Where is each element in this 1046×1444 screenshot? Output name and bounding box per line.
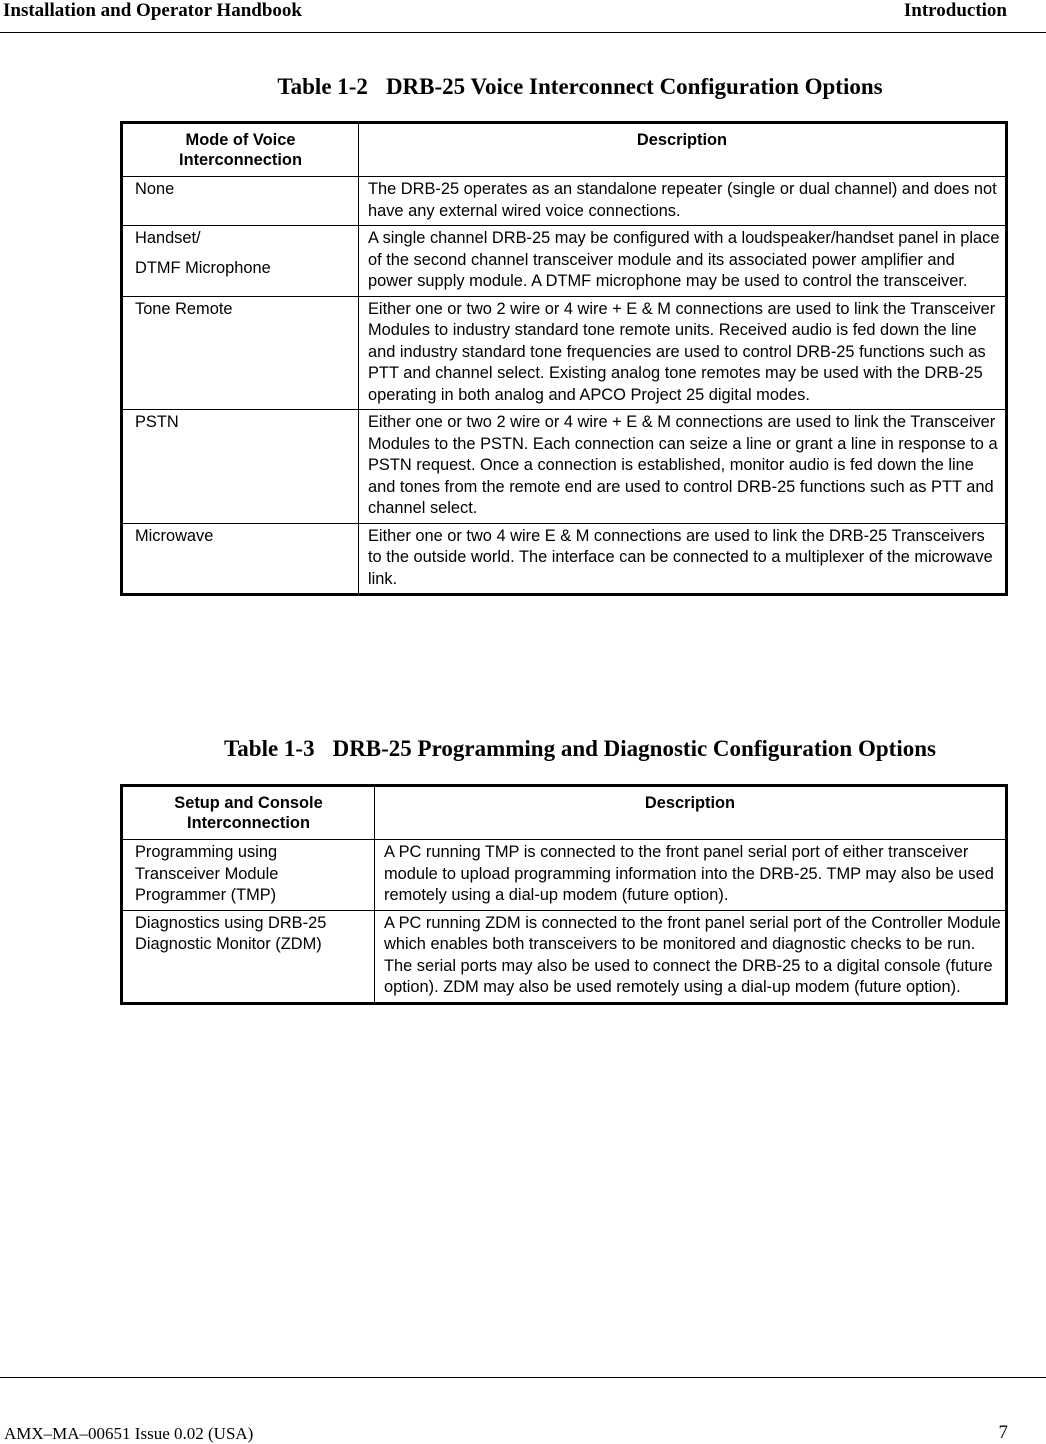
table-1-3-number: Table 1-3 — [224, 736, 315, 761]
column-header-setup: Setup and Console Interconnection — [122, 786, 375, 840]
column-header-mode: Mode of Voice Interconnection — [122, 123, 359, 177]
table-1-2-number: Table 1-2 — [277, 74, 368, 99]
mode-cell-line: Handset/ — [135, 229, 201, 247]
description-cell: Either one or two 2 wire or 4 wire + E & M connections are used to link the Transceiver Modules to the PSTN. Each connection can seize a line or grant a line in response to a PSTN request. Once a connection is established, monitor audio is fed down the line and tones from the remote end are used to control DRB-25 functions such as PTT and channel select. — [359, 410, 1007, 524]
mode-cell: Programming using Transceiver Module Programmer (TMP) — [122, 840, 375, 911]
footer-page-number: 7 — [998, 1422, 1008, 1443]
column-header-description: Description — [359, 123, 1007, 177]
footer-document-id: AMX–MA–00651 Issue 0.02 (USA) — [4, 1424, 254, 1443]
table-header-row — [122, 786, 1007, 840]
voice-interconnect-table — [120, 121, 1008, 596]
page-header — [0, 0, 1046, 33]
mode-cell: None — [122, 177, 359, 226]
column-header-description: Description — [375, 786, 1007, 840]
mode-cell: PSTN — [122, 410, 359, 524]
table-row — [122, 910, 1007, 1003]
mode-cell: Microwave — [122, 523, 359, 595]
mode-cell: Tone Remote — [122, 296, 359, 410]
mode-cell-line: DTMF Microphone — [135, 258, 271, 277]
table-1-3-caption — [0, 736, 1046, 762]
table-row — [122, 177, 1007, 226]
table-1-2-title: DRB-25 Voice Interconnect Configuration Options — [385, 74, 883, 99]
table-row — [122, 226, 1007, 297]
table-header-row — [122, 123, 1007, 177]
description-cell: A PC running TMP is connected to the front panel serial port of either transceiver module to upload programming information into the DRB-25. TMP may also be used remotely using a dial-up modem (future option). — [375, 840, 1007, 911]
table-row — [122, 410, 1007, 524]
description-cell: Either one or two 4 wire E & M connections are used to link the DRB-25 Transceivers to the outside world. The interface can be connected to a multiplexer of the microwave link. — [359, 523, 1007, 595]
description-cell: A PC running ZDM is connected to the front panel serial port of the Controller Module which enables both transceivers to be monitored and diagnostic checks to be run. The serial ports may also be used to connect the DRB-25 to a digital console (future option). ZDM may also be used remotely using a dial-up modem (future option). — [375, 910, 1007, 1003]
header-document-title: Installation and Operator Handbook — [3, 0, 302, 21]
table-1-3-title: DRB-25 Programming and Diagnostic Configuration Options — [332, 736, 936, 761]
description-cell: The DRB-25 operates as an standalone repeater (single or dual channel) and does not have any external wired voice connections. — [359, 177, 1007, 226]
description-cell: Either one or two 2 wire or 4 wire + E & M connections are used to link the Transceiver Modules to industry standard tone remote units. Received audio is fed down the line and industry standard tone frequencies are used to control DRB-25 functions such as PTT and channel select. Existing analog tone remotes may be used with the DRB-25 operating in both analog and APCO Project 25 digital modes. — [359, 296, 1007, 410]
table-row — [122, 840, 1007, 911]
mode-cell — [122, 226, 359, 297]
table-1-2-caption — [0, 74, 1046, 100]
mode-cell: Diagnostics using DRB-25 Diagnostic Monitor (ZDM) — [122, 910, 375, 1003]
table-row — [122, 523, 1007, 595]
page-footer — [0, 1377, 1046, 1444]
header-section-title: Introduction — [903, 0, 1007, 21]
programming-diagnostic-table — [120, 784, 1008, 1005]
table-row — [122, 296, 1007, 410]
description-cell: A single channel DRB-25 may be configured with a loudspeaker/handset panel in place of the second channel transceiver module and its associated power amplifier and power supply module. A DTMF microphone may be used to control the transceiver. — [359, 226, 1007, 297]
